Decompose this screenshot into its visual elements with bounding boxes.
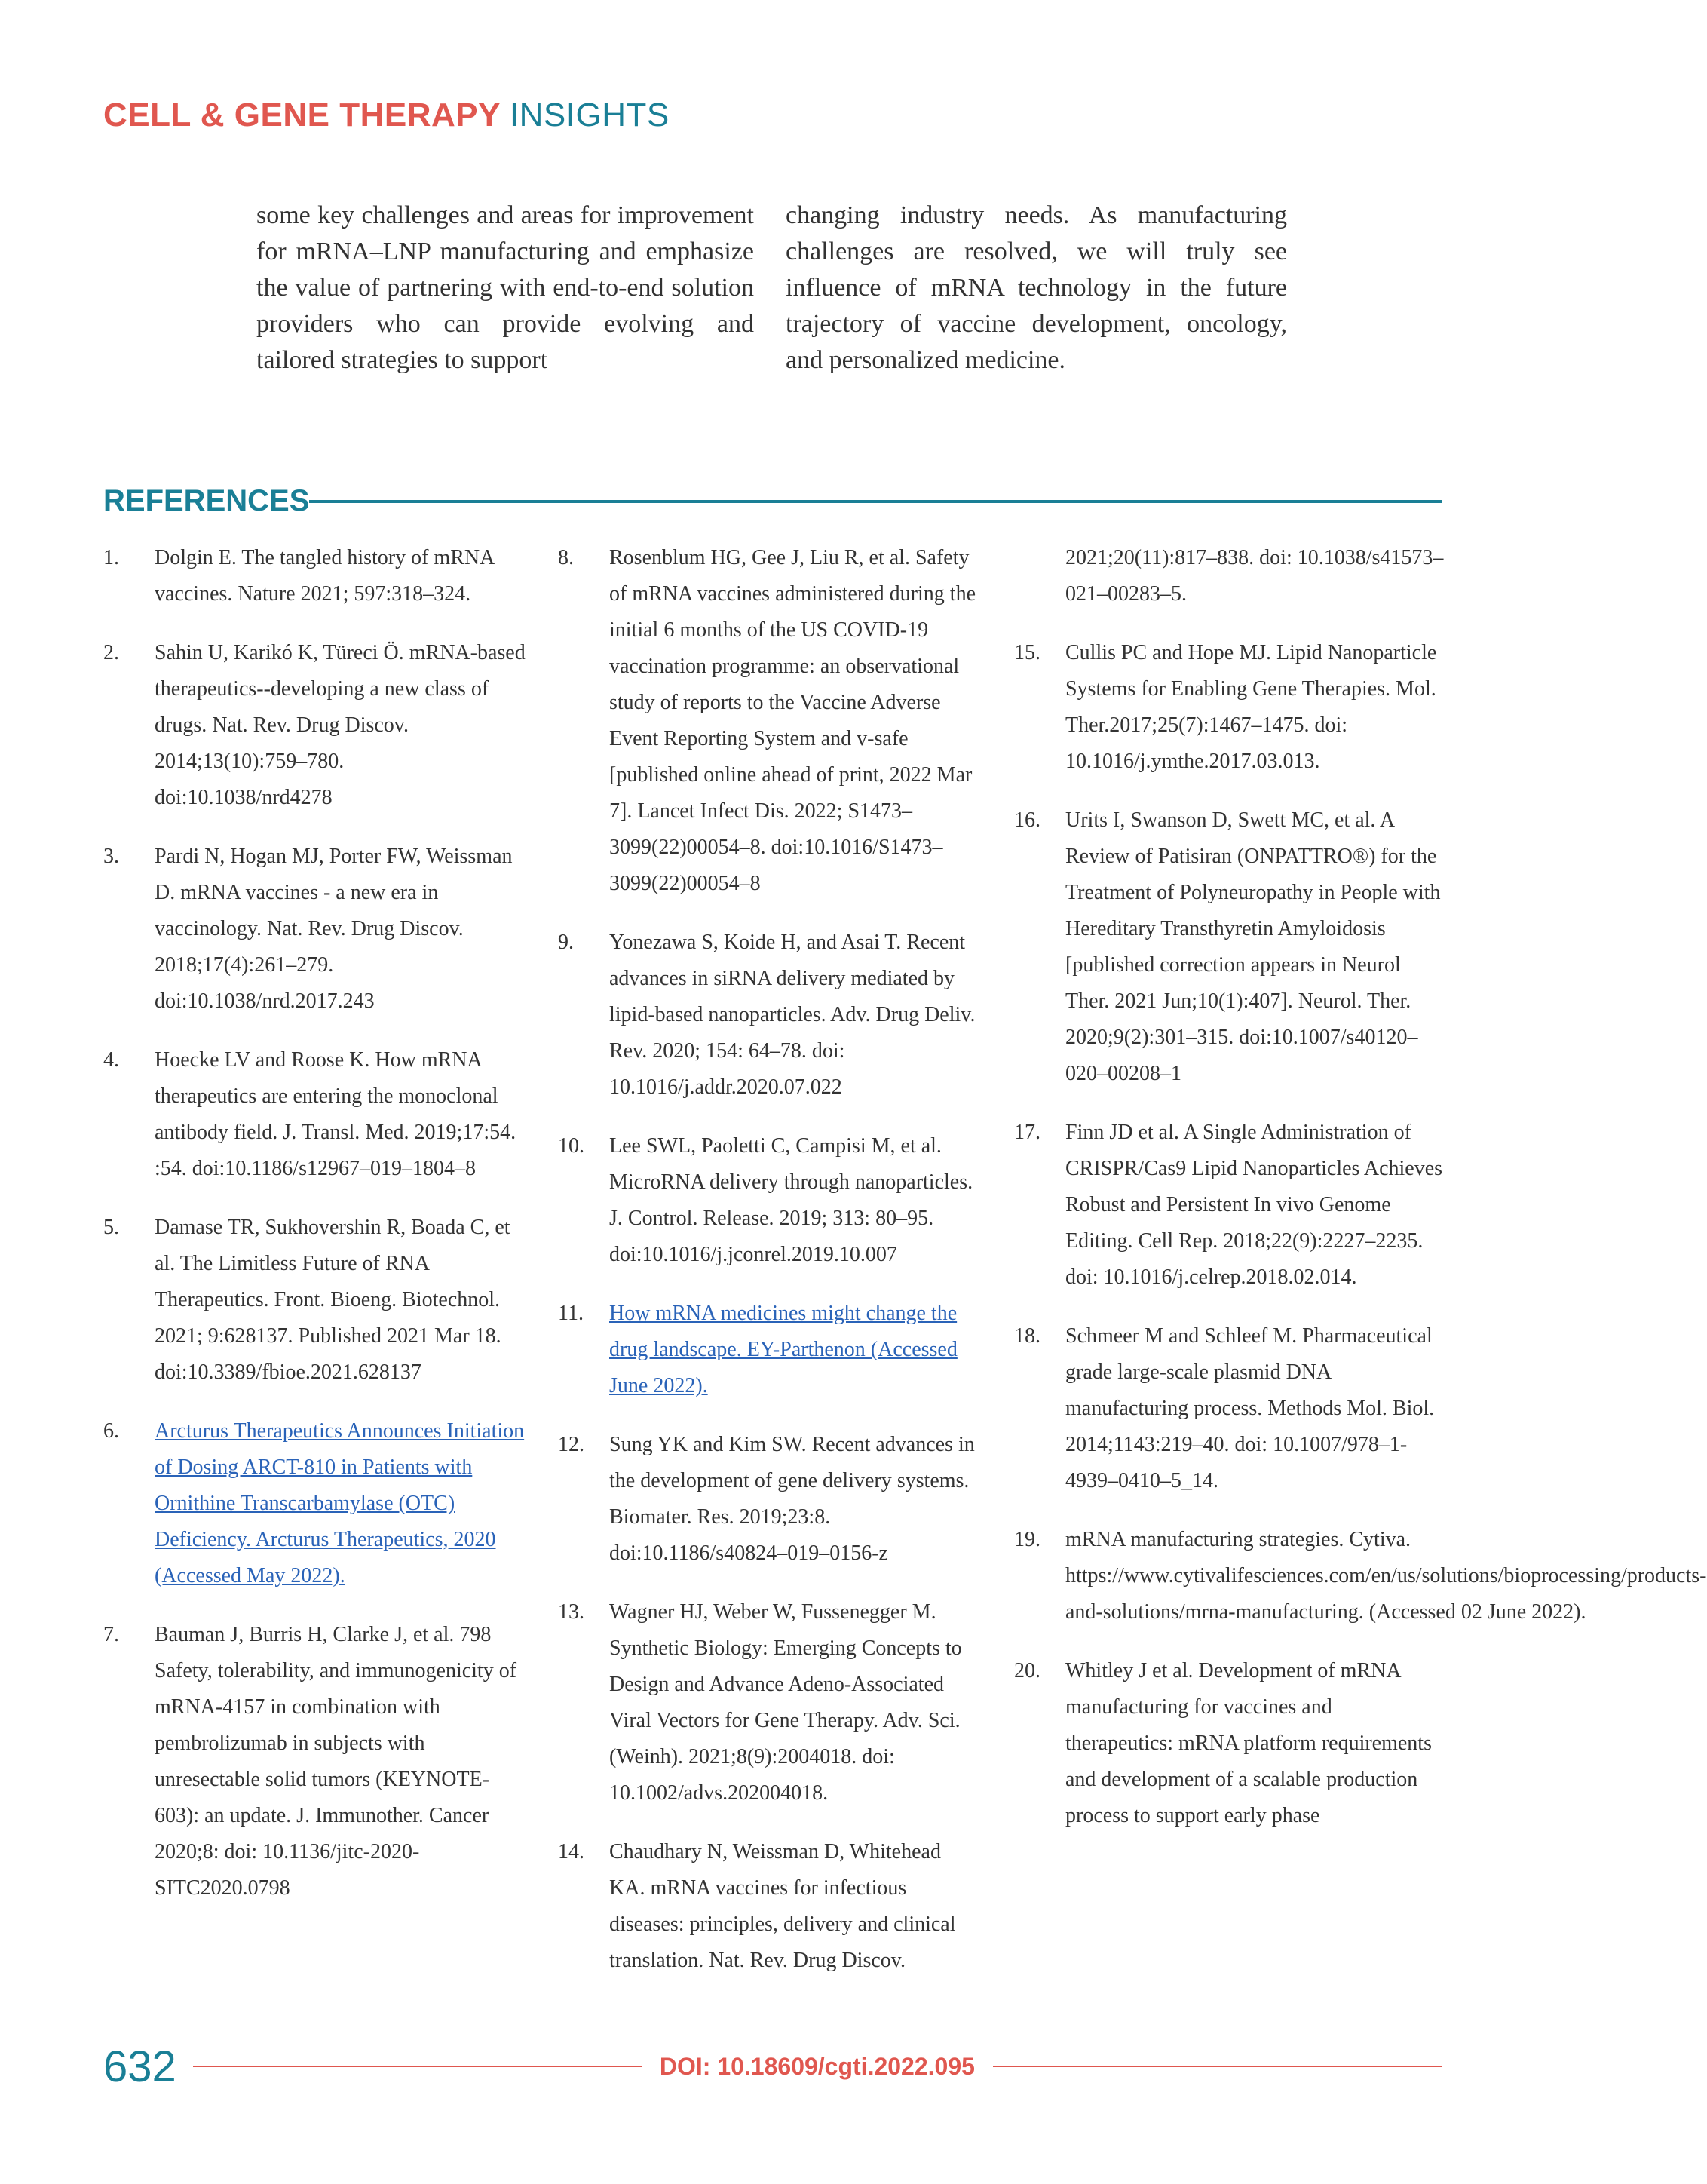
- intro-text-right: [786, 198, 1287, 379]
- reference-item: [558, 1594, 980, 1811]
- reference-item: [558, 1427, 980, 1572]
- reference-text: Cullis PC and Hope MJ. Lipid Nanoparticle Systems for Enabling Gene Therapies. Mol. Ther.2017;25(7):1467–1475. doi: 10.1016/j.ymthe.2017.03.013.: [1065, 641, 1437, 773]
- footer-rule-left: [193, 2066, 642, 2067]
- reference-number: 15.: [1014, 641, 1040, 664]
- reference-number: 20.: [1014, 1659, 1040, 1682]
- reference-text: Schmeer M and Schleef M. Pharmaceutical grade large-scale plasmid DNA manufacturing process. Methods Mol. Biol. 2014;1143:219–40. doi: 10.1007/978–1-4939–0410–5_14.: [1065, 1324, 1435, 1492]
- references-heading: [103, 484, 1442, 518]
- intro-paragraph-right: changing industry needs. As manufacturing challenges are resolved, we will truly see influence of mRNA technology in the future trajectory of vaccine development, oncology, and personalized medicine.: [786, 201, 1287, 374]
- reference-text: Dolgin E. The tangled history of mRNA vaccines. Nature 2021; 597:318–324.: [155, 546, 494, 606]
- doi-label: DOI: 10.18609/cgti.2022.095: [659, 2052, 975, 2080]
- reference-item: [1014, 635, 1444, 780]
- reference-number: 18.: [1014, 1324, 1040, 1348]
- reference-item: [103, 1042, 526, 1187]
- reference-item: [1014, 802, 1444, 1092]
- reference-text: Sahin U, Karikó K, Türeci Ö. mRNA-based therapeutics--developing a new class of drugs. Nat. Rev. Drug Discov. 2014;13(10):759–780. doi:10.1038/nrd4278: [155, 641, 526, 809]
- page-footer: [103, 2036, 1442, 2097]
- reference-item: [1014, 1653, 1444, 1834]
- references-heading-label: REFERENCES: [103, 484, 310, 517]
- reference-item: [558, 540, 980, 902]
- reference-text: Damase TR, Sukhovershin R, Boada C, et al. The Limitless Future of RNA Therapeutics. Front. Bioeng. Biotechnol. 2021; 9:628137. Published 2021 Mar 18. doi:10.3389/fbioe.2021.628137: [155, 1216, 510, 1384]
- reference-text: Bauman J, Burris H, Clarke J, et al. 798 Safety, tolerability, and immunogenicity of mRNA-4157 in combination with pembrolizumab in subjects with unresectable solid tumors (KEYNOTE-603): an update. J. Immunother. Cancer 2020;8: doi: 10.1136/jitc-2020-SITC2020.0798: [155, 1623, 517, 1900]
- reference-number: 6.: [103, 1419, 119, 1443]
- reference-item: [103, 839, 526, 1020]
- reference-text: Pardi N, Hogan MJ, Porter FW, Weissman D. mRNA vaccines - a new era in vaccinology. Nat. Rev. Drug Discov. 2018;17(4):261–279. doi:10.1038/nrd.2017.243: [155, 845, 513, 1013]
- reference-number: 17.: [1014, 1121, 1040, 1144]
- reference-item: [1014, 1115, 1444, 1296]
- reference-number: 19.: [1014, 1528, 1040, 1551]
- reference-item: [558, 1834, 980, 1979]
- reference-text: mRNA manufacturing strategies. Cytiva. https://www.cytivalifesciences.com/en/us/solutions/bioprocessing/products-and-solutions/mrna-manufacturing. (Accessed 02 June 2022).: [1065, 1528, 1707, 1624]
- reference-item: [103, 540, 526, 612]
- journal-title-insights: INSIGHTS: [509, 97, 670, 133]
- reference-number: 16.: [1014, 808, 1040, 832]
- reference-continuation: 2021;20(11):817–838. doi: 10.1038/s41573–021–00283–5.: [1065, 546, 1444, 606]
- intro-text-left: [256, 198, 754, 379]
- references-column-2: [558, 540, 980, 2001]
- reference-link[interactable]: Arcturus Therapeutics Announces Initiation of Dosing ARCT-810 in Patients with Ornithine Transcarbamylase (OTC) Deficiency. Arcturus Therapeutics, 2020 (Accessed May 2022).: [155, 1419, 525, 1587]
- reference-number: 10.: [558, 1134, 584, 1158]
- reference-text: Whitley J et al. Development of mRNA manufacturing for vaccines and therapeutics: mRNA platform requirements and development of a scalable production process to support early phase: [1065, 1659, 1432, 1827]
- reference-number: 14.: [558, 1840, 584, 1863]
- reference-item: [558, 1128, 980, 1273]
- reference-number: 5.: [103, 1216, 119, 1239]
- reference-number: 11.: [558, 1302, 584, 1325]
- reference-text: Lee SWL, Paoletti C, Campisi M, et al. MicroRNA delivery through nanoparticles. J. Control. Release. 2019; 313: 80–95. doi:10.1016/j.jconrel.2019.10.007: [609, 1134, 973, 1266]
- reference-text: Sung YK and Kim SW. Recent advances in the development of gene delivery systems. Biomater. Res. 2019;23:8. doi:10.1186/s40824–019–0156-z: [609, 1433, 975, 1565]
- page-number: 632: [103, 2041, 176, 2091]
- references-column-3: [1014, 540, 1707, 1857]
- reference-item: [103, 1210, 526, 1391]
- reference-text: Finn JD et al. A Single Administration of CRISPR/Cas9 Lipid Nanoparticles Achieves Robust and Persistent In vivo Genome Editing. Cell Rep. 2018;22(9):2227–2235. doi: 10.1016/j.celrep.2018.02.014.: [1065, 1121, 1443, 1289]
- reference-text: Rosenblum HG, Gee J, Liu R, et al. Safety of mRNA vaccines administered during the initial 6 months of the US COVID-19 vaccination programme: an observational study of reports to the Vaccine Adverse Event Reporting System and v-safe [published online ahead of print, 2022 Mar 7]. Lancet Infect Dis. 2022; S1473–3099(22)00054–8. doi:10.1016/S1473–3099(22)00054–8: [609, 546, 976, 895]
- journal-title: [103, 97, 670, 134]
- reference-text: Yonezawa S, Koide H, and Asai T. Recent advances in siRNA delivery mediated by lipid-based nanoparticles. Adv. Drug Deliv. Rev. 2020; 154: 64–78. doi: 10.1016/j.addr.2020.07.022: [609, 931, 976, 1099]
- references-heading-rule: [309, 500, 1442, 503]
- reference-number: 3.: [103, 845, 119, 868]
- reference-number: 13.: [558, 1600, 584, 1624]
- reference-number: 7.: [103, 1623, 119, 1646]
- reference-item: [103, 1413, 526, 1594]
- reference-item: [1014, 1318, 1444, 1499]
- reference-item: [103, 635, 526, 816]
- intro-paragraph-left: some key challenges and areas for improvement for mRNA–LNP manufacturing and emphasize the value of partnering with end-to-end solution providers who can provide evolving and tailored strategies to support: [256, 201, 754, 374]
- reference-item: [1014, 1522, 1707, 1630]
- reference-link[interactable]: How mRNA medicines might change the drug landscape. EY-Parthenon (Accessed June 2022).: [609, 1302, 958, 1397]
- reference-item: [558, 925, 980, 1106]
- reference-text: Urits I, Swanson D, Swett MC, et al. A Review of Patisiran (ONPATTRO®) for the Treatment of Polyneuropathy in People with Hereditary Transthyretin Amyloidosis [published correction appears in Neurol Ther. 2021 Jun;10(1):407]. Neurol. Ther. 2020;9(2):301–315. doi:10.1007/s40120–020–00208–1: [1065, 808, 1441, 1085]
- reference-number: 12.: [558, 1433, 584, 1456]
- journal-title-main: CELL & GENE THERAPY: [103, 97, 501, 133]
- reference-item: [558, 1296, 980, 1404]
- reference-text: Chaudhary N, Weissman D, Whitehead KA. mRNA vaccines for infectious diseases: principles, delivery and clinical translation. Nat. Rev. Drug Discov.: [609, 1840, 956, 1972]
- reference-text: Wagner HJ, Weber W, Fussenegger M. Synthetic Biology: Emerging Concepts to Design and Advance Adeno-Associated Viral Vectors for Gene Therapy. Adv. Sci. (Weinh). 2021;8(9):2004018. doi: 10.1002/advs.202004018.: [609, 1600, 962, 1805]
- reference-item: [103, 1617, 526, 1906]
- references-column-1: [103, 540, 526, 1929]
- reference-number: 9.: [558, 931, 574, 954]
- reference-number: 8.: [558, 546, 574, 569]
- footer-rule-right: [993, 2066, 1442, 2067]
- reference-number: 4.: [103, 1048, 119, 1072]
- reference-text: Hoecke LV and Roose K. How mRNA therapeutics are entering the monoclonal antibody field. J. Transl. Med. 2019;17:54. :54. doi:10.1186/s12967–019–1804–8: [155, 1048, 516, 1180]
- reference-number: 1.: [103, 546, 119, 569]
- reference-number: 2.: [103, 641, 119, 664]
